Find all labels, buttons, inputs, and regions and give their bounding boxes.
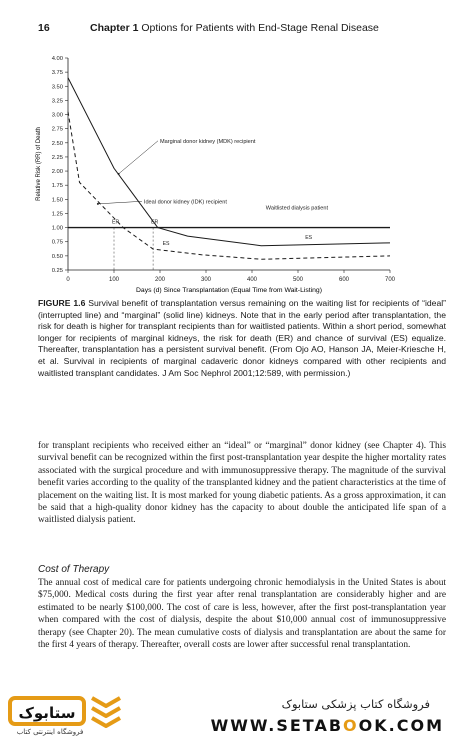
x-tick-label: 400 — [246, 277, 258, 283]
callout-dot — [118, 173, 120, 175]
x-tick-label: 600 — [338, 277, 350, 283]
survival-chart — [22, 48, 402, 296]
url-prefix: WWW.SETAB — [210, 716, 344, 735]
y-ticks — [52, 56, 68, 274]
y-tick-label: 2.25 — [51, 154, 63, 161]
callout-leader — [119, 141, 158, 174]
x-tick-label: 200 — [154, 277, 166, 283]
x-ticks — [66, 270, 395, 283]
body-paragraph-1: for transplant recipients who received either an “ideal” or “marginal” donor kidney (see Chapter 4). This survival benefit can be recognized within the first post-transplantation year despite the higher mortality rates associated with the surgical procedure and with immunosuppressive therapy. The magnitude of the survival benefit varies according to the quality of the transplanted kidney and the patient characteristics at the time of placement on the waiting list. It is most marked for young diabetic patients. As a gross approximation, it can be said that a high-quality donor kidney has the capacity to about double the anticipated life span of a waitlisted dialysis patient. — [38, 441, 446, 526]
y-tick-label: 0.25 — [51, 268, 63, 274]
y-tick-label: 3.75 — [51, 70, 63, 77]
page-number: 16 — [38, 22, 50, 34]
figure-caption — [38, 298, 446, 379]
annotation-label: ER — [112, 219, 120, 226]
y-tick-label: 0.50 — [51, 253, 63, 260]
y-tick-label: 1.00 — [51, 225, 63, 232]
y-tick-label: 0.75 — [51, 239, 63, 246]
x-tick-label: 700 — [384, 277, 396, 283]
figure-caption-text: Survival benefit of transplantation versus remaining on the waiting list for recipients of “ideal” (interrupted line) and “marginal” (solid line) kidneys. Note that in the early period after transplantation, the risk for death is higher for transplant recipients than for waitlisted patients. Within a short period, somewhat longer for recipients of marginal kidneys, the risk for death (ER) and chance of survival (ES) equalize. Thereafter, transplantation has a persistent survival benefit. (From Ojo AO, Hanson JA, Meier-Kriesche H, et al. Survival in recipients of marginal cadaveric donor kidneys compared with other recipients and waitlisted transplant candidates. J Am Soc Nephrol 2001;12:589, with permission.) — [38, 298, 446, 378]
figure-label: FIGURE 1.6 — [38, 298, 86, 308]
series-callout-label: Marginal donor kidney (MDK) recipient — [160, 138, 256, 145]
chart-series — [68, 78, 390, 270]
x-tick-label: 500 — [292, 277, 304, 283]
y-tick-label: 2.75 — [51, 126, 63, 133]
y-tick-label: 1.25 — [51, 211, 63, 218]
setabook-logo — [6, 692, 130, 736]
chapter-title: Options for Patients with End-Stage Renal Disease — [141, 22, 379, 34]
y-tick-label: 1.50 — [51, 197, 63, 204]
annotation-label: ES — [162, 241, 170, 248]
svg-text:ستابوک: ستابوک — [18, 704, 76, 722]
body-paragraph-2: The annual cost of medical care for patients undergoing chronic hemodialysis in the United States is about $75,000. Medical costs during the first year after renal transplantation are considerably higher and are estimated to be nearly $100,000. The cost of care is less, however, after the first post-transplantation year when compared with the cost of dialysis, despite the about $10,000 annual cost of immunosuppressive therapy (see Chapter 20). The mean cumulative costs of dialysis and transplantation are about the same for the first 4 years of therapy. Thereafter, overall costs are lower after successful renal transplantation. — [38, 578, 446, 651]
url-o: O — [343, 716, 359, 735]
chart-callouts — [97, 139, 329, 212]
annotation-label: ER — [151, 219, 159, 226]
y-axis-label: Relative Risk (RR) of Death — [36, 127, 42, 201]
chart-annotations — [112, 220, 313, 247]
x-tick-label: 100 — [108, 277, 120, 283]
x-tick-label: 0 — [66, 277, 70, 283]
logo-caption: فروشگاه اینترنتی کتاب — [16, 728, 84, 736]
series-callout-label: Ideal donor kidney (IDK) recipient — [143, 199, 227, 206]
x-axis-label: Days (d) Since Transplantation (Equal Time from Wait-Listing) — [136, 287, 322, 294]
idk-series-line — [68, 112, 390, 260]
chapter-label: Chapter 1 — [90, 22, 139, 34]
y-tick-label: 2.00 — [51, 169, 63, 176]
x-tick-label: 300 — [200, 277, 212, 283]
store-name: فروشگاه کتاب پزشکی ستابوک — [281, 697, 430, 711]
y-tick-label: 3.25 — [51, 98, 63, 105]
y-tick-label: 3.50 — [51, 84, 63, 91]
y-tick-label: 1.75 — [51, 183, 63, 190]
y-tick-label: 3.00 — [51, 112, 63, 119]
y-tick-label: 2.50 — [51, 140, 63, 147]
page-header — [38, 22, 444, 34]
series-callout-label: Waitlisted dialysis patient — [265, 205, 329, 212]
store-url — [211, 716, 444, 735]
url-suffix: OK.COM — [358, 716, 444, 735]
section-heading: Cost of Therapy — [38, 564, 110, 575]
callout-dot — [97, 203, 99, 205]
annotation-label: ES — [305, 234, 313, 241]
running-head — [90, 22, 379, 34]
y-tick-label: 4.00 — [51, 56, 63, 62]
chart-axes — [68, 58, 390, 270]
callout-leader — [98, 201, 142, 204]
